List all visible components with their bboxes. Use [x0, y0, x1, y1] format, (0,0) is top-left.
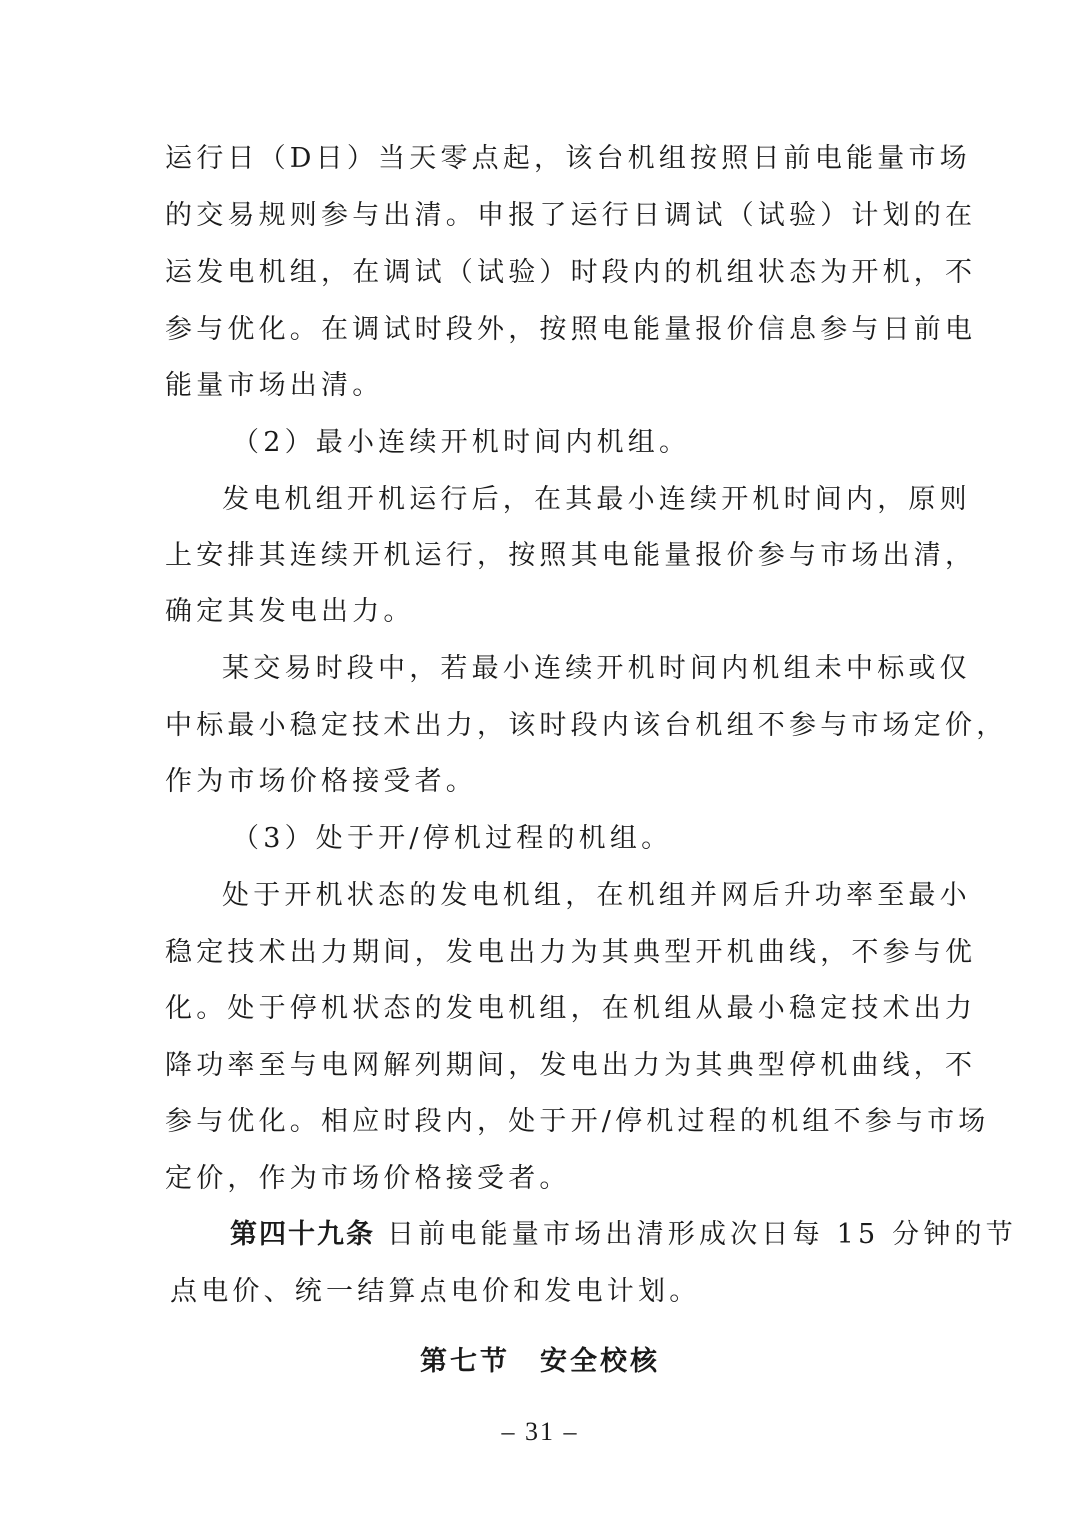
paragraph-line: 上安排其连续开机运行，按照其电能量报价参与市场出清，: [165, 540, 977, 571]
paragraph-line: 确定其发电出力。: [165, 596, 415, 627]
paragraph-line: 参与优化。在调试时段外，按照电能量报价信息参与日前电: [165, 314, 977, 345]
paragraph-line: 发电机组开机运行后，在其最小连续开机时间内，原则: [222, 484, 971, 515]
article-49-line-1: [230, 1215, 1017, 1255]
article-text: 日前电能量市场出清形成次日每 15 分钟的节: [387, 1219, 1017, 1250]
paragraph-line: 运发电机组，在调试（试验）时段内的机组状态为开机，不: [165, 257, 977, 288]
paragraph-line: 某交易时段中，若最小连续开机时间内机组未中标或仅: [222, 653, 971, 684]
paragraph-line: 的交易规则参与出清。申报了运行日调试（试验）计划的在: [165, 200, 977, 231]
article-49-line-2: 点电价、统一结算点电价和发电计划。: [170, 1276, 701, 1307]
paragraph-line: 参与优化。相应时段内，处于开/停机过程的机组不参与市场: [165, 1106, 990, 1137]
paragraph-line: 定价，作为市场价格接受者。: [165, 1163, 571, 1194]
article-heading: 第四十九条: [230, 1219, 375, 1250]
paragraph-line: 处于开机状态的发电机组，在机组并网后升功率至最小: [222, 880, 971, 911]
section-title: 第七节 安全校核: [420, 1346, 660, 1377]
subsection-heading: （3）处于开/停机过程的机组。: [232, 823, 673, 854]
page-number: – 31 –: [501, 1417, 579, 1446]
paragraph-line: 稳定技术出力期间，发电出力为其典型开机曲线，不参与优: [165, 937, 977, 968]
paragraph-line: 能量市场出清。: [165, 370, 384, 401]
paragraph-line: 降功率至与电网解列期间，发电出力为其典型停机曲线，不: [165, 1050, 977, 1081]
paragraph-line: 运行日（D日）当天零点起，该台机组按照日前电能量市场: [165, 143, 971, 174]
paragraph-line: 化。处于停机状态的发电机组，在机组从最小稳定技术出力: [165, 993, 977, 1024]
subsection-heading: （2）最小连续开机时间内机组。: [232, 427, 691, 458]
paragraph-line: 中标最小稳定技术出力，该时段内该台机组不参与市场定价，: [165, 710, 1008, 741]
paragraph-line: 作为市场价格接受者。: [165, 766, 477, 797]
